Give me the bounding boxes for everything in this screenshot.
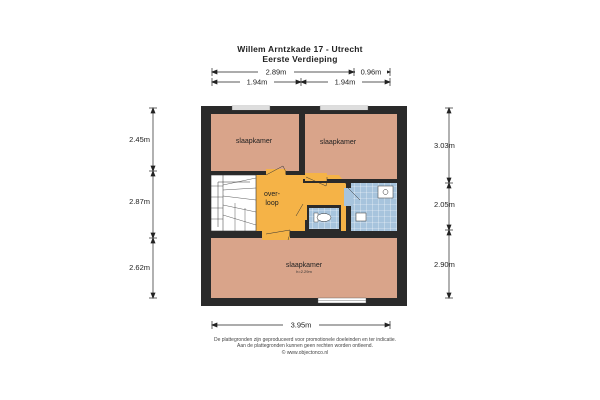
shower-drain — [356, 213, 366, 221]
label-bedroom-right: slaapkamer — [319, 139, 357, 146]
room-bedroom-right — [305, 114, 397, 179]
label-landing-line2: loop — [265, 200, 279, 207]
left-dimension — [149, 108, 157, 298]
floor-title: Eerste Verdieping — [262, 54, 338, 64]
dim-right-2-90: 2.90m — [434, 260, 455, 269]
dim-top-2-89: 2.89m — [265, 67, 287, 77]
copyright: © www.objectonco.nl — [281, 349, 329, 356]
dim-top-1-94-right: 1.94m — [334, 77, 356, 87]
disclaimer-line1: De plattegronden zijn geproduceerd voor promotionele doeleinden en ter indicatie. — [213, 337, 397, 343]
top-dimension-row2 — [212, 78, 390, 86]
disclaimer — [0, 337, 600, 356]
label-bedroom-left: slaapkamer — [235, 138, 273, 145]
address-title: Willem Arntzkade 17 - Utrecht — [237, 44, 363, 54]
sink — [378, 186, 393, 198]
toilet — [317, 214, 331, 222]
dim-left-2-62: 2.62m — [129, 263, 150, 272]
staircase — [211, 175, 256, 231]
dim-left-2-87: 2.87m — [129, 197, 150, 206]
dim-right-2-05: 2.05m — [434, 200, 455, 209]
label-landing-line1: over- — [264, 191, 280, 198]
label-bedroom-bottom-height: h=2.29m — [296, 269, 312, 274]
dim-top-1-94-left: 1.94m — [246, 77, 268, 87]
dim-right-3-03: 3.03m — [434, 141, 455, 150]
dim-bottom-3-95: 3.95m — [290, 320, 312, 330]
dim-left-2-45: 2.45m — [129, 135, 150, 144]
dim-top-0-96: 0.96m — [360, 67, 382, 77]
disclaimer-line2: Aan de plattegronden kunnen geen rechten worden ontleend. — [237, 343, 373, 350]
label-bedroom-bottom: slaapkamer — [285, 262, 323, 269]
